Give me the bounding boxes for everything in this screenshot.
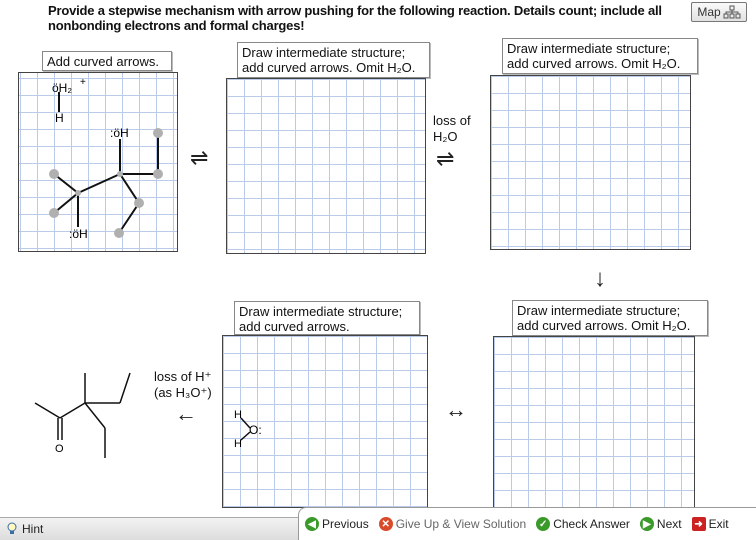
inter4-label-line1: Draw intermediate structure;: [239, 304, 403, 319]
atom-dot: [134, 198, 144, 208]
loss-water-line1: loss of: [433, 113, 471, 128]
bond-c-left: [78, 174, 120, 193]
next-label: Next: [656, 517, 682, 531]
oh-bottom-label: :öH: [69, 227, 88, 241]
start-molecule-bonds: [54, 92, 158, 233]
ketone-o-label: O: [55, 443, 64, 455]
inter2-label-line2: add curved arrows. Omit H₂O.: [507, 56, 681, 71]
oh2-plus-charge: +: [80, 77, 86, 88]
loss-h-line1: loss of H⁺: [154, 369, 212, 384]
inter3-label-line2: add curved arrows. Omit H₂O.: [517, 318, 691, 333]
previous-icon: ◀: [305, 517, 319, 531]
check-answer-label: Check Answer: [553, 517, 630, 531]
exit-label: Exit: [708, 517, 729, 531]
give-up-icon: ✕: [379, 517, 393, 531]
atom-dot: [75, 190, 81, 196]
exit-icon: ➜: [692, 517, 706, 531]
next-button[interactable]: [640, 517, 682, 531]
inter3-label-line1: Draw intermediate structure;: [517, 303, 681, 318]
start-panel-label-text: Add curved arrows.: [47, 54, 159, 69]
loss-water-line2: H₂O: [433, 129, 458, 144]
question-line1-normal: Provide a stepwise mechanism with arrow pushing for the following reaction.: [48, 3, 514, 18]
down-arrow: ↓: [594, 265, 606, 292]
atom-dot: [114, 228, 124, 238]
question-line2-bold: nonbonding electrons and formal charges!: [48, 18, 305, 33]
prod-bond-right-up: [120, 373, 130, 403]
left-arrow: ←: [175, 401, 197, 426]
hint-button[interactable]: [0, 517, 300, 540]
next-icon: ▶: [640, 517, 654, 531]
atom-dot: [49, 208, 59, 218]
atom-dot: [49, 169, 59, 179]
oh-label: :öH: [110, 126, 129, 140]
h-label: H: [55, 111, 64, 125]
hint-label: Hint: [22, 522, 44, 536]
resonance-arrow: ↔: [445, 397, 467, 422]
check-icon: ✓: [536, 517, 550, 531]
inter1-label-line1: Draw intermediate structure;: [242, 45, 406, 60]
inter2-label-line1: Draw intermediate structure;: [507, 41, 671, 56]
oh2-plus-label: öH₂: [52, 81, 72, 95]
equilibrium-arrow-1: ⇌: [190, 145, 209, 170]
atom-dot: [117, 171, 123, 177]
prod-bond-down: [85, 403, 105, 428]
atom-dot: [153, 169, 163, 179]
product-molecule-bonds: [35, 373, 130, 458]
bond-c-lower: [120, 174, 139, 203]
bond-lower-down: [119, 203, 139, 233]
give-up-button[interactable]: [379, 517, 527, 531]
prod-bond-carbonyl-quat: [60, 403, 85, 418]
lightbulb-icon: [6, 522, 18, 536]
prod-bond-methyl: [35, 403, 60, 418]
water-h2: H: [234, 438, 242, 450]
atom-dot: [153, 128, 163, 138]
inter1-label-line2: add curved arrows. Omit H₂O.: [242, 60, 416, 75]
exit-button[interactable]: [692, 517, 729, 531]
previous-label: Previous: [322, 517, 369, 531]
inter4-label-line2: add curved arrows.: [239, 319, 350, 334]
give-up-label: Give Up & View Solution: [395, 517, 527, 531]
water-o: O:: [249, 423, 262, 437]
question-line1-bold: Details count; include all: [513, 3, 662, 18]
water-h1: H: [234, 409, 242, 421]
loss-h-line2: (as H₃O⁺): [154, 385, 212, 400]
map-button-label: Map: [697, 5, 721, 19]
navigation-bar: [298, 507, 756, 540]
previous-button[interactable]: [305, 517, 369, 531]
check-answer-button[interactable]: [536, 517, 630, 531]
equilibrium-arrow-2: ⇌: [436, 146, 455, 171]
